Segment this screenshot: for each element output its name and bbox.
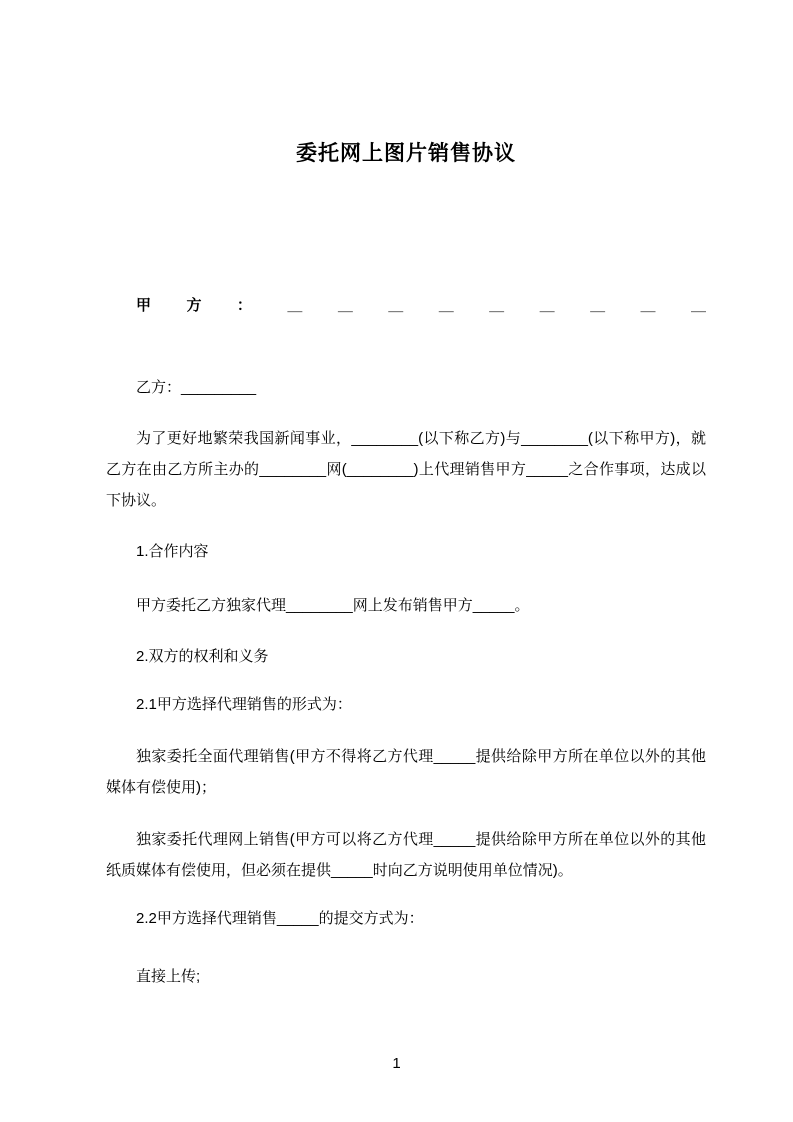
party-a-line: [106, 290, 706, 321]
clause-2-2: 2.2甲方选择代理销售_____的提交方式为：: [136, 910, 424, 927]
section-1-body: 甲方委托乙方独家代理________网上发布销售甲方_____。: [136, 597, 530, 614]
clause-2-2-option-1: 直接上传;: [136, 968, 201, 985]
clause-2-1-option-2: 独家委托代理网上销售(甲方可以将乙方代理_____提供给除甲方所在单位以外的其他纸质媒体有偿使用，但必须在提供_____时向乙方说明使用单位情况)。: [106, 831, 706, 879]
paragraph-intro: 为了更好地繁荣我国新闻事业，________(以下称乙方)与________(以下称甲方)，就乙方在由乙方所主办的________网(________)上代理销售甲方_____之合作事项，达成以下协议。: [106, 430, 706, 509]
party-b-line: 乙方：_________: [136, 379, 257, 396]
party-a-blank: ＿: [539, 297, 555, 314]
party-a-char: 方: [186, 297, 202, 314]
party-a-char: 甲: [136, 297, 152, 314]
clause-2-1-option-1: 独家委托全面代理销售(甲方不得将乙方代理_____提供给除甲方所在单位以外的其他媒体有偿使用)；: [106, 748, 706, 796]
party-a-blank: ＿: [590, 297, 606, 314]
party-a-blank: ＿: [489, 297, 505, 314]
party-a-blank: ＿: [690, 297, 706, 314]
party-a-blank: ＿: [337, 297, 353, 314]
clause-2-1: 2.1甲方选择代理销售的形式为：: [136, 696, 352, 713]
party-a-colon: ：: [236, 297, 252, 314]
section-1-heading: 1.合作内容: [136, 543, 209, 560]
document-title: 委托网上图片销售协议: [296, 142, 516, 165]
party-a-blank: ＿: [388, 297, 404, 314]
party-a-blank: ＿: [287, 297, 303, 314]
section-2-heading: 2.双方的权利和义务: [136, 648, 269, 665]
party-a-blank: ＿: [640, 297, 656, 314]
party-a-blank: ＿: [438, 297, 454, 314]
page-number: 1: [392, 1055, 401, 1072]
